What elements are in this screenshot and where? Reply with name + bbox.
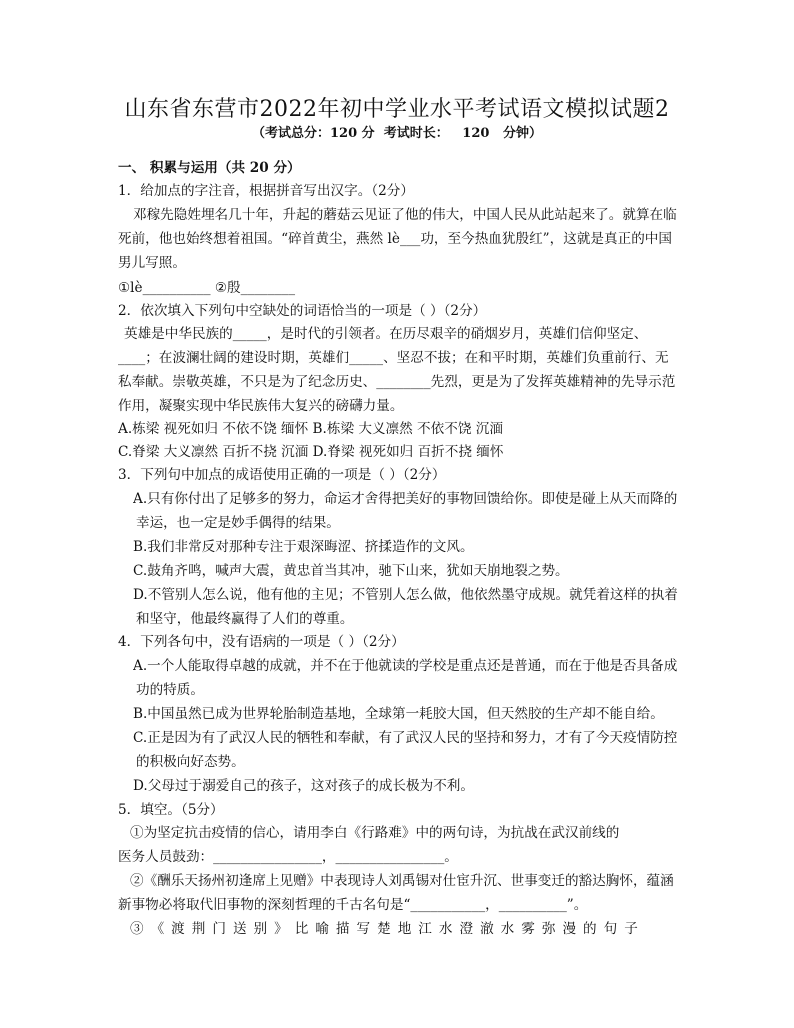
question-3-option-b: B.我们非常反对那种专注于艰深晦涩、挤揉造作的文风。 xyxy=(133,539,474,555)
question-3-option-c: C.鼓角齐鸣，喊声大震，黄忠首当其冲，驰下山来，犹如天崩地裂之势。 xyxy=(133,563,569,579)
question-1-passage-line: 死前，他也始终想着祖国。“碎首黄尘，燕然 lè___功，至今热血犹殷红”，这就是真正的中国 xyxy=(118,231,672,247)
question-5-stem: 5．填空。（5分） xyxy=(118,802,224,818)
question-5-item-1: ①为坚定抗击疫情的信心，请用李白《行路难》中的两句诗，为抗战在武汉前线的 xyxy=(130,825,620,841)
question-1-stem: 1．给加点的字注音，根据拼音写出汉字。（2分） xyxy=(118,183,414,199)
question-3-option-a: A.只有你付出了足够多的努力，命运才舍得把美好的事物回馈给你。即使是碰上从天而降的 xyxy=(133,491,678,507)
question-5-item-1-blanks: 医务人员鼓劲：________________，________________。 xyxy=(118,849,458,865)
question-3-stem: 3．下列句中加点的成语使用正确的一项是（ ）（2分） xyxy=(118,467,446,483)
question-3-option-d: D.不管别人怎么说，他有他的主见；不管别人怎么做，他依然墨守成规。就凭着这样的执着 xyxy=(133,587,678,603)
question-4-option-c: C.正是因为有了武汉人民的牺牲和奉献，有了武汉人民的坚持和努力，才有了今天疫情防控 xyxy=(133,730,678,746)
exam-title: 山东省东营市2022年初中学业水平考试语文模拟试题2 xyxy=(124,97,670,122)
question-3-option-d-cont: 和坚守，他最终赢得了人们的尊重。 xyxy=(136,611,354,627)
question-2-stem: 2．依次填入下列句中空缺处的词语恰当的一项是（ ）（2分） xyxy=(118,303,487,319)
question-4-option-a: A.一个人能取得卓越的成就，并不在于他就读的学校是重点还是普通，而在于他是否具备成 xyxy=(133,658,678,674)
exam-subtitle: （考试总分：120 分 考试时长： 120 分钟） xyxy=(251,126,542,141)
section-heading: 一、 积累与运用（共 20 分） xyxy=(118,160,301,176)
question-1-answer-blanks: ①lè__________ ②殷________ xyxy=(118,280,296,296)
question-3-option-a-cont: 幸运，也一定是妙手偶得的结果。 xyxy=(136,515,340,531)
question-4-stem: 4．下列各句中，没有语病的一项是（ ）（2分） xyxy=(118,634,405,650)
question-2-passage-line: ____；在波澜壮阔的建设时期，英雄们_____、坚忍不拔；在和平时期，英雄们负重前行、无 xyxy=(118,350,669,366)
question-4-option-b: B.中国虽然已成为世界轮胎制造基地，全球第一耗胶大国，但天然胶的生产却不能自给。 xyxy=(133,706,664,722)
question-5-item-3: ③《渡荆门送别》比喻描写楚地江水澄澈水雾弥漫的句子 xyxy=(130,921,645,937)
question-2-passage-line: 私奉献。崇敬英雄，不只是为了纪念历史、________先烈，更是为了发挥英雄精神的先导示范 xyxy=(118,374,676,390)
question-4-option-a-cont: 功的特质。 xyxy=(136,682,204,698)
question-1-passage-line: 男儿写照。 xyxy=(118,255,186,271)
question-5-item-2-cont: 新事物必将取代旧事物的深刻哲理的千古名句是“___________，__________”。 xyxy=(118,897,588,913)
question-2-passage-line: 作用，凝聚实现中华民族伟大复兴的磅礴力量。 xyxy=(118,398,404,414)
question-4-option-d: D.父母过于溺爱自己的孩子，这对孩子的成长极为不利。 xyxy=(133,778,474,794)
question-5-item-2: ②《酬乐天扬州初逢席上见赠》中表现诗人刘禹锡对仕宦升沉、世事变迁的豁达胸怀，蕴涵 xyxy=(130,873,674,889)
question-2-options-ab: A.栋梁 视死如归 不依不饶 缅怀 B.栋梁 大义凛然 不依不饶 沉湎 xyxy=(118,421,503,437)
question-2-options-cd: C.脊梁 大义凛然 百折不挠 沉湎 D.脊梁 视死如归 百折不挠 缅怀 xyxy=(118,444,504,460)
question-2-passage-line: 英雄是中华民族的_____，是时代的引领者。在历尽艰辛的硝烟岁月，英雄们信仰坚定、 xyxy=(124,326,648,342)
question-1-passage-line: 邓稼先隐姓埋名几十年，升起的蘑菇云见证了他的伟大，中国人民从此站起来了。就算在临 xyxy=(133,207,677,223)
question-4-option-c-cont: 的积极向好态势。 xyxy=(136,754,245,770)
